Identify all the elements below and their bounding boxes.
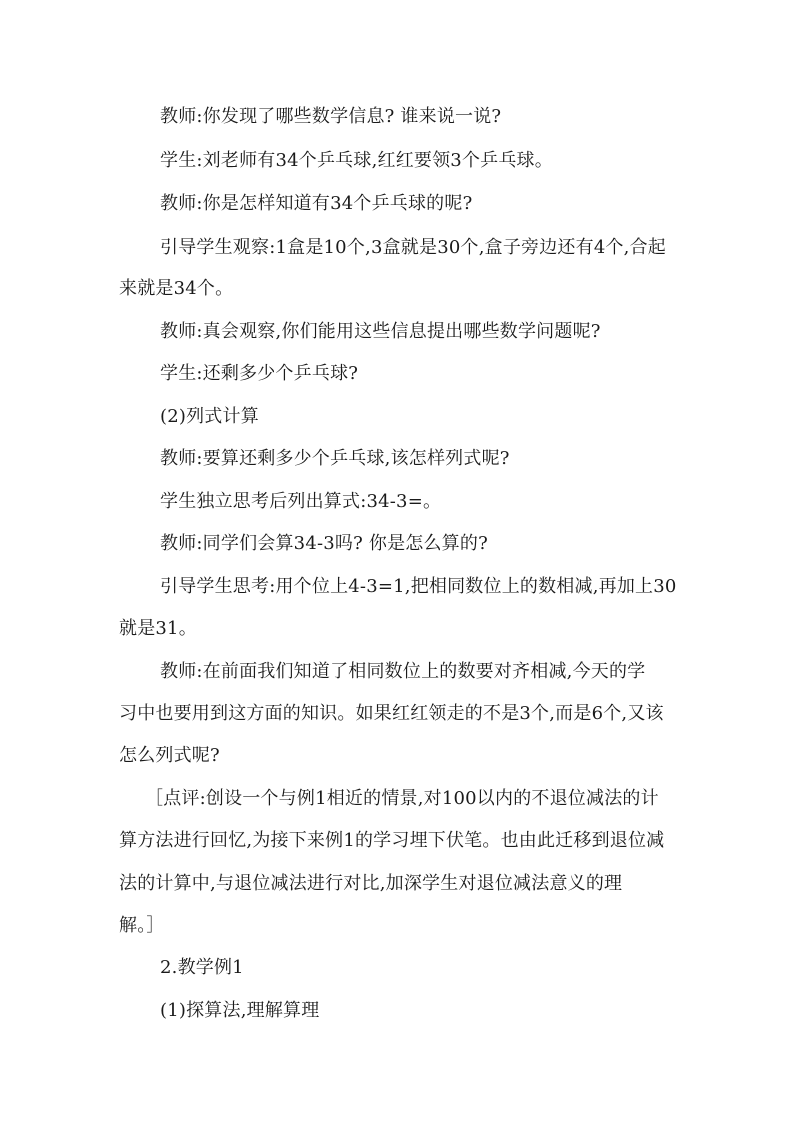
text-line-1: 教师:你发现了哪些数学信息? 谁来说一说?	[160, 106, 502, 127]
text-line-3: 教师:你是怎样知道有34个乒乓球的呢?	[160, 193, 473, 214]
text-line-15: 习中也要用到这方面的知识。如果红红领走的不是3个,而是6个,又该	[119, 703, 664, 724]
text-line-16: 怎么列式呢?	[119, 745, 220, 766]
text-line-6: 教师:真会观察,你们能用这些信息提出哪些数学问题呢?	[160, 321, 601, 342]
text-line-19: 法的计算中,与退位减法进行对比,加深学生对退位减法意义的理	[119, 873, 623, 894]
text-line-8: (2)列式计算	[160, 406, 259, 427]
text-line-5: 来就是34个。	[119, 278, 234, 299]
text-line-11: 教师:同学们会算34-3吗? 你是怎么算的?	[160, 533, 488, 554]
text-line-12: 引导学生思考:用个位上4-3=1,把相同数位上的数相减,再加上30	[160, 576, 677, 597]
text-line-17: ［点评:创设一个与例1相近的情景,对100以内的不退位减法的计	[145, 788, 659, 809]
text-line-14: 教师:在前面我们知道了相同数位上的数要对齐相减,今天的学	[160, 661, 646, 682]
section-heading: 2.教学例1	[160, 957, 244, 978]
text-line-13: 就是31。	[119, 618, 197, 639]
text-line-20: 解。］	[119, 915, 165, 936]
text-line-4: 引导学生观察:1盒是10个,3盒就是30个,盒子旁边还有4个,合起	[160, 237, 666, 258]
text-line-9: 教师:要算还剩多少个乒乓球,该怎样列式呢?	[160, 448, 510, 469]
text-line-18: 算方法进行回忆,为接下来例1的学习埋下伏笔。也由此迁移到退位减	[119, 830, 665, 851]
text-line-10: 学生独立思考后列出算式:34-3=。	[160, 491, 442, 512]
text-line-7: 学生:还剩多少个乒乓球?	[160, 363, 359, 384]
text-line-2: 学生:刘老师有34个乒乓球,红红要领3个乒乓球。	[160, 150, 553, 171]
subsection-heading: (1)探算法,理解算理	[160, 1000, 320, 1021]
